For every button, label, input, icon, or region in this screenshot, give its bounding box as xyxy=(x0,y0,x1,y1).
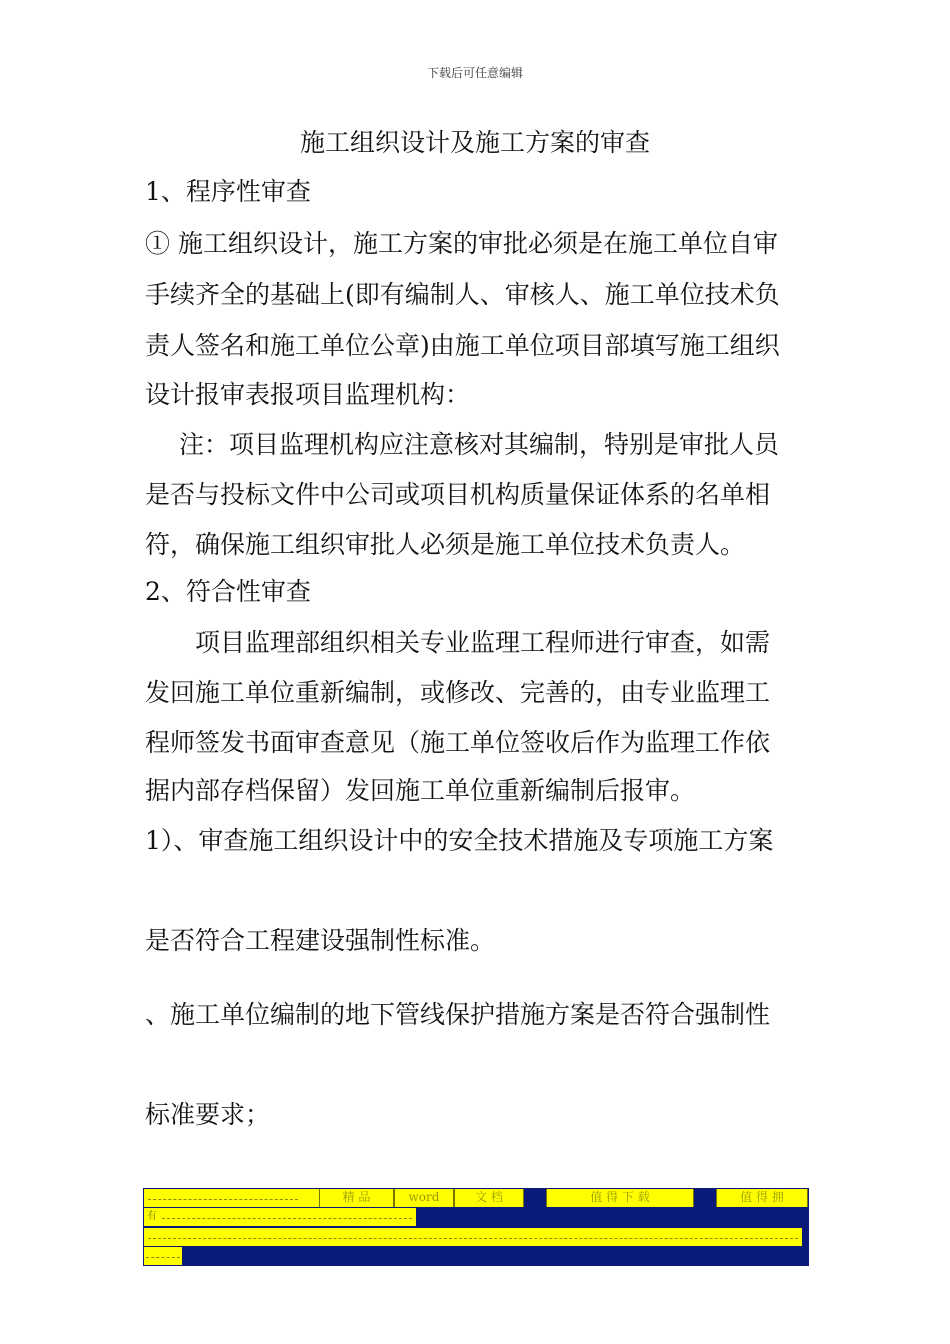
note-line: 注：项目监理机构应注意核对其编制，特别是审批人员 xyxy=(179,430,780,459)
paragraph-line: 项目监理部组织相关专业监理工程师进行审查，如需 xyxy=(195,628,771,657)
paragraph-line: 据内部存档保留）发回施工单位重新编制后报审。 xyxy=(145,776,696,805)
document-title: 施工组织设计及施工方案的审查 xyxy=(299,128,650,157)
note-line: 符，确保施工组织审批人必须是施工单位技术负责人。 xyxy=(145,530,746,559)
banner-cell: 精 品 xyxy=(319,1189,394,1207)
banner-cell: word xyxy=(394,1189,454,1207)
paragraph-line: 程师签发书面审查意见（施工单位签收后作为监理工作依 xyxy=(145,728,771,757)
list-item: 、施工单位编制的地下管线保护措施方案是否符合强制性 xyxy=(145,1000,771,1029)
banner-cell: 文 档 xyxy=(454,1189,524,1207)
footer-banner xyxy=(143,1188,809,1266)
header-note: 下载后可任意编辑 xyxy=(426,66,523,80)
paragraph-line: 发回施工单位重新编制，或修改、完善的，由专业监理工 xyxy=(145,678,771,707)
banner-cell: 值 得 拥 xyxy=(716,1189,808,1207)
note-line: 是否与投标文件中公司或项目机构质量保证体系的名单相 xyxy=(145,480,771,509)
section-heading-1: 1、程序性审查 xyxy=(145,177,311,206)
paragraph-line: 设计报审表报项目监理机构： xyxy=(145,380,471,409)
banner-cell: 值 得 下 载 xyxy=(546,1189,694,1207)
list-item: 1）、审查施工组织设计中的安全技术措施及专项施工方案 xyxy=(145,826,774,855)
paragraph-line: ① 施工组织设计，施工方案的审批必须是在施工单位自审 xyxy=(145,229,778,258)
list-item-continuation: 标准要求； xyxy=(145,1100,271,1129)
banner-tail: 有 xyxy=(147,1211,157,1222)
section-heading-2: 2、符合性审查 xyxy=(145,577,311,606)
paragraph-line: 手续齐全的基础上(即有编制人、审核人、施工单位技术负 xyxy=(145,280,780,309)
paragraph-line: 责人签名和施工单位公章)由施工单位项目部填写施工组织 xyxy=(145,331,780,360)
list-item-continuation: 是否符合工程建设强制性标准。 xyxy=(145,926,496,955)
